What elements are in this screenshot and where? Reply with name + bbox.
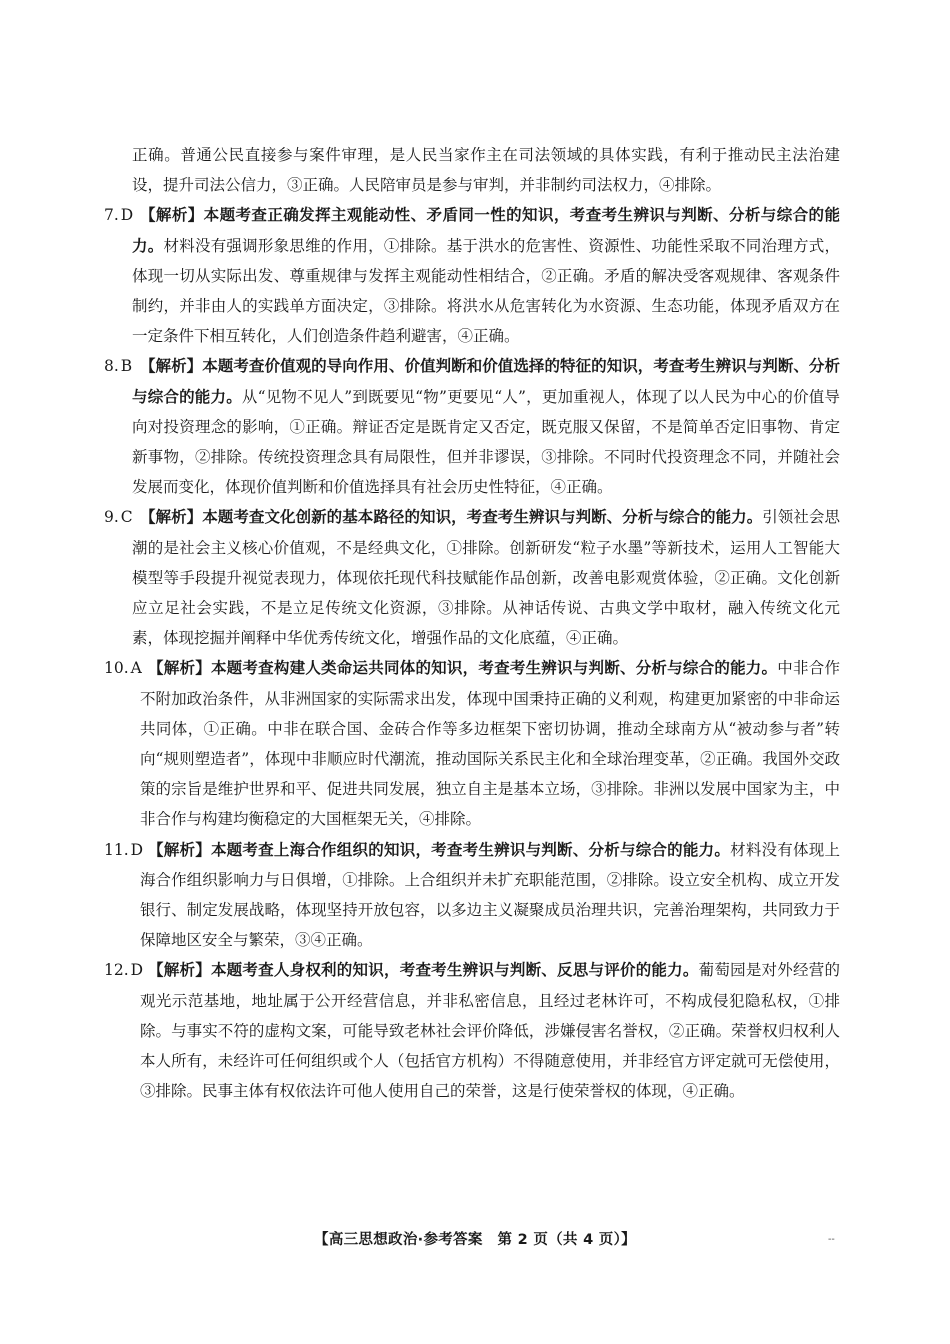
- analysis-tag: 【解析】: [140, 357, 203, 376]
- continuation-paragraph: 正确。普通公民直接参与案件审理，是人民当家作主在司法领域的具体实践，有利于推动民主法治建设，提升司法公信力，③正确。人民陪审员是参与审判，并非制约司法权力，④排除。: [132, 146, 840, 195]
- answer-item-12: [104, 955, 840, 1106]
- analysis-tag: 【解析】: [148, 840, 211, 859]
- analysis-body: 材料没有强调形象思维的作用，①排除。基于洪水的危害性、资源性、功能性采取不同治理方式，体现一切从实际出发、尊重规律与发挥主观能动性相结合，②正确。矛盾的解决受客观规律、客观条件制约，并非由人的实践单方面决定，③排除。将洪水从危害转化为水资源、生态功能，体现矛盾双方在一定条件下相互转化，人们创造条件趋利避害，④正确。: [132, 236, 840, 346]
- answer-content: [104, 140, 840, 1107]
- answer-letter: A: [130, 659, 142, 678]
- analysis-lead: 本题考查上海合作组织的知识，考查考生辨识与判断、分析与综合的能力。: [210, 840, 731, 859]
- answer-item-10: [104, 653, 840, 834]
- question-number: 12.: [104, 961, 129, 980]
- analysis-tag: 【解析】: [148, 659, 211, 678]
- analysis-body: 引领社会思潮的是社会主义核心价值观，不是经典文化，①排除。创新研发“粒子水墨”等新技术，运用人工智能大模型等手段提升视觉表现力，体现依托现代科技赋能作品创新，改善电影观赏体验，②正确。文化创新应立足社会实践，不是立足传统文化资源，③排除。从神话传说、古典文学中取材，融入传统文化元素，体现挖掘并阐释中华优秀传统文化，增强作品的文化底蕴，④正确。: [132, 508, 840, 648]
- analysis-lead: 本题考查构建人类命运共同体的知识，考查考生辨识与判断、分析与综合的能力。: [210, 659, 778, 678]
- analysis-tag: 【解析】: [140, 508, 203, 527]
- analysis-body: 中非合作不附加政治条件，从非洲国家的实际需求出发，体现中国秉持正确的义利观，构建更加紧密的中非命运共同体，①正确。中非在联合国、金砖合作等多边框架下密切协调，推动全球南方从“被动参与者”转向“规则塑造者”，体现中非顺应时代潮流，推动国际关系民主化和全球治理变革，②正确。我国外交政策的宗旨是维护世界和平、促进共同发展，独立自主是基本立场，③排除。非洲以发展中国家为主，中非合作与构建均衡稳定的大国框架无关，④排除。: [140, 659, 840, 829]
- question-number: 8.: [104, 357, 119, 376]
- analysis-lead: 本题考查人身权利的知识，考查考生辨识与判断、反思与评价的能力。: [210, 961, 699, 980]
- answer-letter: D: [130, 840, 144, 859]
- page-footer: 【高三思想政治·参考答案 第 2 页（共 4 页）】: [314, 1232, 636, 1248]
- question-number: 9.: [104, 508, 119, 527]
- answer-letter: C: [120, 508, 133, 527]
- question-number: 10.: [104, 659, 129, 678]
- question-number: 11.: [104, 840, 129, 859]
- analysis-body: 从“见物不见人”到既要见“物”更要见“人”，更加重视人，体现了以人民为中心的价值导向对投资理念的影响，①正确。辩证否定是既肯定又否定，既克服又保留，不是简单否定旧事物、肯定新事物，②排除。传统投资理念具有局限性，但并非谬误，③排除。不同时代投资理念不同，并随社会发展而变化，体现价值判断和价值选择具有社会历史性特征，④正确。: [132, 387, 840, 497]
- analysis-body: 材料没有体现上海合作组织影响力与日俱增，①排除。上合组织并未扩充职能范围，②排除。设立安全机构、成立开发银行、制定发展战略，体现坚持开放包容，以多边主义凝聚成员治理共识，完善治理架构，共同致力于保障地区安全与繁荣，③④正确。: [140, 840, 840, 950]
- analysis-lead: 本题考查价值观的导向作用、价值判断和价值选择的特征的知识，考查考生辨识与判断、分析与综合的能力。: [132, 357, 840, 406]
- analysis-tag: 【解析】: [148, 961, 211, 980]
- answer-letter: D: [130, 961, 144, 980]
- analysis-body: 葡萄园是对外经营的观光示范基地，地址属于公开经营信息，并非私密信息，且经过老林许可，不构成侵犯隐私权，①排除。与事实不符的虚构文案，可能导致老林社会评价降低，涉嫌侵害名誉权，②正确。荣誉权归权利人本人所有，未经许可任何组织或个人（包括官方机构）不得随意使用，并非经官方评定就可无偿使用，③排除。民事主体有权依法许可他人使用自己的荣誉，这是行使荣誉权的体现，④正确。: [140, 961, 840, 1101]
- analysis-lead: 本题考查文化创新的基本路径的知识，考查考生辨识与判断、分析与综合的能力。: [202, 508, 763, 527]
- answer-item-11: [104, 835, 840, 956]
- answer-item-8: [104, 351, 840, 502]
- analysis-lead: 本题考查正确发挥主观能动性、矛盾同一性的知识，考查考生辨识与判断、分析与综合的能力。: [132, 206, 840, 255]
- answer-item-7: [104, 200, 840, 351]
- analysis-tag: 【解析】: [140, 206, 204, 225]
- answer-item-9: [104, 502, 840, 653]
- corner-mark: --: [828, 1234, 835, 1245]
- question-number: 7.: [104, 206, 119, 225]
- answer-letter: D: [120, 206, 134, 225]
- answer-letter: B: [120, 357, 133, 376]
